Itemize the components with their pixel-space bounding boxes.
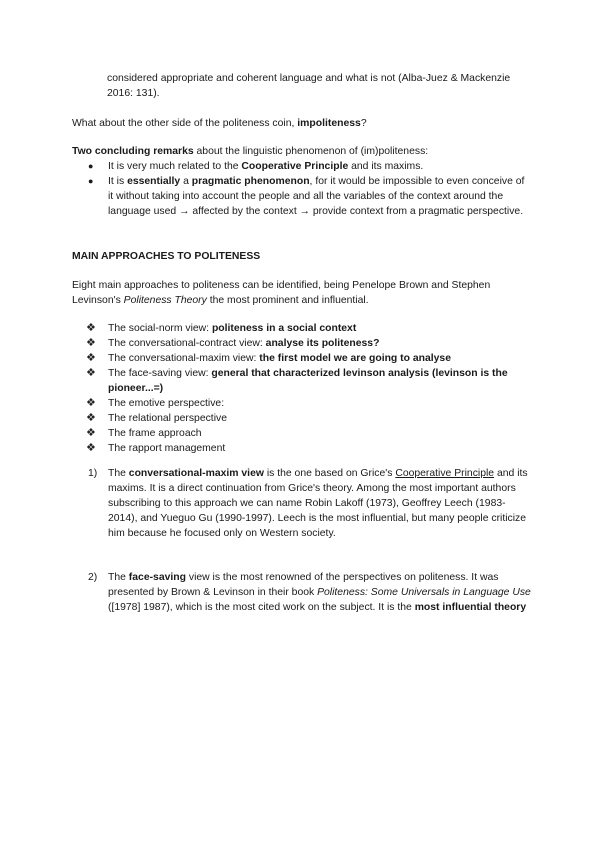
approach-label: The frame approach [108, 428, 202, 439]
politeness-theory-title: Politeness Theory [123, 295, 207, 306]
item-text: ([1978] 1987), which is the most cited work on the subject. It is the [108, 602, 415, 613]
list-item [72, 336, 532, 351]
approach-note: the first model we are going to analyse [259, 353, 451, 364]
list-item [72, 426, 532, 441]
list-item [72, 396, 532, 411]
diamond-bullet-icon: ❖ [86, 427, 96, 439]
list-item [72, 366, 532, 396]
list-item [72, 174, 532, 219]
approaches-list [72, 321, 532, 456]
list-item [72, 321, 532, 336]
numbered-item-body [72, 466, 532, 541]
continuation-paragraph [107, 71, 527, 101]
approach-note: analyse its politeness? [265, 338, 380, 349]
diamond-bullet-icon: ❖ [86, 397, 96, 409]
bullet-text: a [180, 176, 192, 187]
diamond-bullet-icon: ❖ [86, 442, 96, 454]
approach-label: The emotive perspective: [108, 398, 225, 409]
approach-label: The conversational-maxim view: [108, 353, 260, 364]
numbered-item-face-saving [72, 570, 532, 615]
approach-note: politeness in a social context [211, 323, 357, 334]
bullet-text: and its maxims. [348, 161, 424, 172]
diamond-bullet-icon: ❖ [86, 322, 96, 334]
section-heading: MAIN APPROACHES TO POLITENESS [72, 251, 261, 262]
item-text: and its maxims. It is a direct continuation from Grice's theory. Among the most important authors subscribing to this approach we can name Robin Lakoff (1973), Geoffrey Leech (1983-2014), and Yueguo Gu (1990-1997). Leech is the most influential, but many people criticize him because he focused only on Western society. [108, 468, 528, 539]
diamond-bullet-icon: ❖ [86, 352, 96, 364]
numbered-item-body [72, 570, 532, 615]
item-text: The [108, 468, 129, 479]
concluding-remarks-label: Two concluding remarks [72, 146, 194, 157]
item-text: The [108, 572, 129, 583]
bullet-bold-term: Cooperative Principle [241, 161, 349, 172]
remarks-bullet-list [72, 159, 532, 219]
list-item [72, 159, 532, 174]
item-bold-term: most influential theory [414, 602, 527, 613]
bullet-text: , for it would be impossible to even conceive of it without taking into account the people and all the variables of the context around the language used → affected by the context → provide context from a pragmatic perspective. [108, 176, 525, 217]
list-item [72, 351, 532, 366]
bullet-bold-term: pragmatic phenomenon [191, 176, 310, 187]
book-title: Politeness: Some Universals in Language Use [317, 587, 531, 598]
item-number: 1) [88, 468, 98, 479]
bullet-text: It is very much related to the [108, 161, 242, 172]
approaches-intro-paragraph [72, 278, 532, 308]
concluding-remarks-text: about the linguistic phenomenon of (im)politeness: [193, 146, 429, 157]
continuation-text: considered appropriate and coherent language and what is not (Alba-Juez & Mackenzie 2016: 131). [107, 73, 511, 99]
item-bold-term: conversational-maxim view [128, 468, 264, 479]
item-text: view is the most renowned of the perspectives on politeness. It was presented by Brown & Levinson in their book [108, 572, 499, 598]
approach-label: The conversational-contract view: [108, 338, 266, 349]
bullet-icon: ● [88, 176, 94, 186]
intro-text: Eight main approaches to politeness can be identified, being Penelope Brown and Stephen Levinson's [72, 280, 491, 306]
cooperative-principle-underlined: Cooperative Principle [395, 468, 495, 479]
item-bold-term: face-saving [128, 572, 186, 583]
diamond-bullet-icon: ❖ [86, 337, 96, 349]
question-text: What about the other side of the politeness coin, [72, 118, 298, 129]
approach-label: The face-saving view: [108, 368, 212, 379]
intro-text: the most prominent and influential. [206, 295, 369, 306]
list-item [72, 441, 532, 456]
impoliteness-question [72, 116, 532, 131]
approach-label: The relational perspective [108, 413, 227, 424]
diamond-bullet-icon: ❖ [86, 412, 96, 424]
concluding-remarks-intro [72, 144, 532, 159]
bullet-text: It is [108, 176, 128, 187]
item-number: 2) [88, 572, 98, 583]
impoliteness-term: impoliteness [297, 118, 361, 129]
question-mark: ? [360, 118, 367, 129]
approach-label: The rapport management [108, 443, 226, 454]
approach-label: The social-norm view: [108, 323, 212, 334]
bullet-bold-term: essentially [127, 176, 181, 187]
diamond-bullet-icon: ❖ [86, 367, 96, 379]
item-text: is the one based on Grice's [263, 468, 396, 479]
approach-note: general that characterized levinson analysis (levinson is the pioneer...=) [108, 368, 508, 394]
bullet-icon: ● [88, 161, 94, 171]
list-item [72, 411, 532, 426]
numbered-item-conversational-maxim [72, 466, 532, 541]
